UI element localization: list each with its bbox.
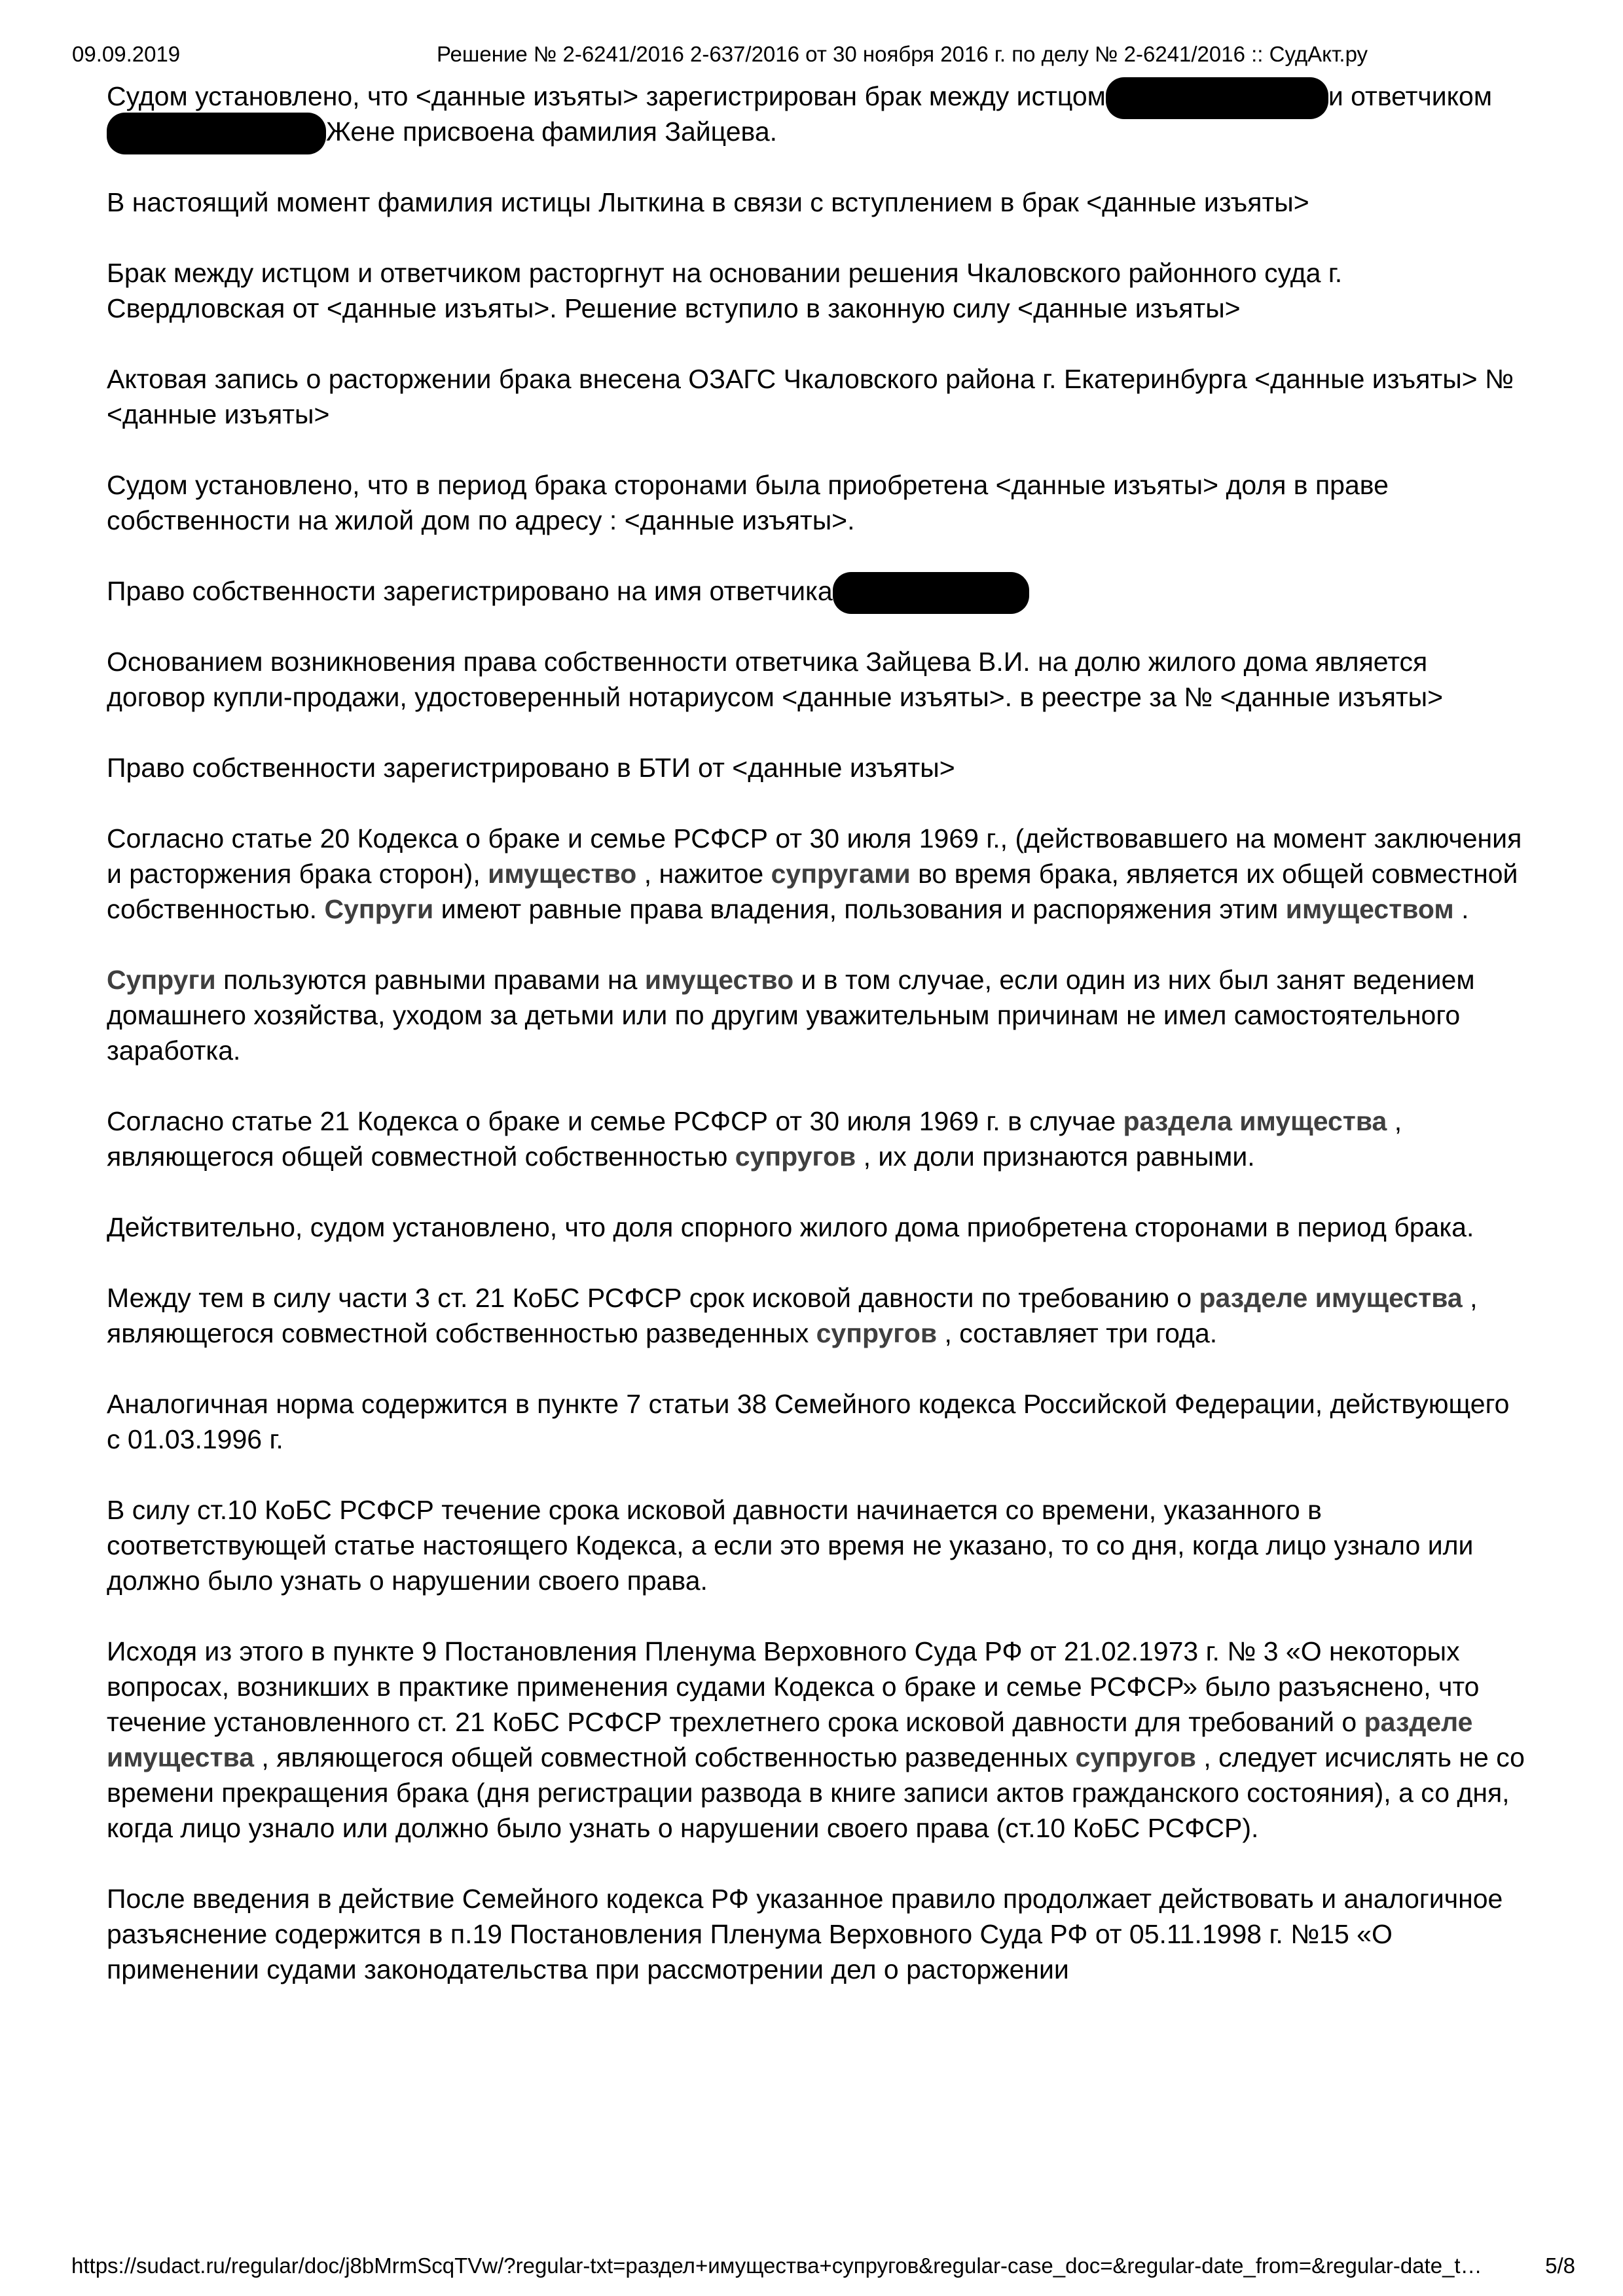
- highlighted-term: супругами: [771, 859, 911, 889]
- highlighted-term: разделе имущества: [1199, 1283, 1463, 1313]
- text-segment: Действительно, судом установлено, что доля спорного жилого дома приобретена сторонами в период брака.: [107, 1212, 1474, 1242]
- text-segment: После введения в действие Семейного кодекса РФ указанное правило продолжает действовать и аналогичное разъяснение содержится в п.19 Постановления Пленума Верховного Суда РФ от 05.11.1998 г. №15 «О применении судами законодательства при рассмотрении дел о расторжении: [107, 1884, 1503, 1984]
- redaction-block: [833, 572, 1029, 614]
- document-title: Решение № 2-6241/2016 2-637/2016 от 30 ноября 2016 г. по делу № 2-6241/2016 :: СудАкт.ру: [437, 42, 1368, 66]
- print-date: 09.09.2019: [72, 42, 181, 66]
- text-segment: Согласно статье 20 Кодекса о браке и семье РСФСР от 30 июля 1969 г., (действовавшего на момент заключения и расторжения брака сторон),: [107, 823, 1522, 889]
- text-segment: Аналогичная норма содержится в пункте 7 статьи 38 Семейного кодекса Российской Федерации, действующего с 01.03.1996 г.: [107, 1389, 1510, 1454]
- paragraph: [107, 79, 1527, 149]
- text-segment: , являющегося совместной собственностью разведенных: [107, 1283, 1478, 1348]
- paragraph: [107, 644, 1527, 715]
- text-segment: , составляет три года.: [937, 1318, 1218, 1348]
- page-indicator: 5/8: [1545, 2253, 1575, 2278]
- text-segment: Брак между истцом и ответчиком расторгнут на основании решения Чкаловского районного суда г. Свердловская от <данные изъяты>. Решение вступило в законную силу <данные изъяты>: [107, 258, 1343, 323]
- text-segment: , их доли признаются равными.: [856, 1141, 1255, 1172]
- paragraph: [107, 467, 1527, 538]
- highlighted-term: супругов: [1075, 1742, 1196, 1772]
- text-segment: В настоящий момент фамилия истицы Лыткина в связи с вступлением в брак <данные изъяты>: [107, 187, 1309, 217]
- paragraph: [107, 1386, 1527, 1457]
- text-segment: Судом установлено, что в период брака сторонами была приобретена <данные изъяты> доля в праве собственности на жилой дом по адресу : <данные изъяты>.: [107, 470, 1389, 535]
- highlighted-term: имущество: [488, 859, 637, 889]
- text-segment: во время брака, является их общей совместной собственностью.: [107, 859, 1518, 924]
- text-segment: пользуются равными правами на: [215, 965, 645, 995]
- text-segment: Согласно статье 21 Кодекса о браке и семье РСФСР от 30 июля 1969 г. в случае: [107, 1106, 1123, 1136]
- text-segment: и в том случае, если один из них был занят ведением домашнего хозяйства, уходом за детьми или по другим уважительным причинам не имел самостоятельного заработка.: [107, 965, 1475, 1066]
- highlighted-term: Супруги: [107, 965, 216, 995]
- print-footer: [0, 2253, 1623, 2280]
- redaction-block: [107, 113, 326, 154]
- paragraph: [107, 1881, 1527, 1987]
- text-segment: Жене присвоена фамилия Зайцева.: [326, 117, 778, 147]
- text-segment: Исходя из этого в пункте 9 Постановления Пленума Верховного Суда РФ от 21.02.1973 г. № 3 «О некоторых вопросах, возникших в практике применения судами Кодекса о браке и семье РСФСР» было разъяснено, что течение установленного ст. 21 КоБС РСФСР трехлетнего срока исковой давности для требований о: [107, 1636, 1480, 1737]
- text-segment: имеют равные права владения, пользования и распоряжения этим: [433, 894, 1286, 924]
- paragraph: [107, 255, 1527, 326]
- paragraph: [107, 361, 1527, 432]
- paragraph: [107, 1280, 1527, 1351]
- paragraph: [107, 1492, 1527, 1598]
- paragraph: [107, 1210, 1527, 1245]
- highlighted-term: разделе имущества: [107, 1707, 1473, 1772]
- text-segment: Актовая запись о расторжении брака внесена ОЗАГС Чкаловского района г. Екатеринбурга <данные изъяты> № <данные изъяты>: [107, 364, 1514, 429]
- text-segment: Основанием возникновения права собственности ответчика Зайцева В.И. на долю жилого дома является договор купли-продажи, удостоверенный нотариусом <данные изъяты>. в реестре за № <данные изъяты>: [107, 647, 1444, 712]
- paragraph: [107, 750, 1527, 785]
- highlighted-term: Супруги: [324, 894, 434, 924]
- text-segment: Между тем в силу части 3 ст. 21 КоБС РСФСР срок исковой давности по требованию о: [107, 1283, 1199, 1313]
- redaction-block: [1106, 77, 1328, 119]
- text-segment: Судом установлено, что <данные изъяты> зарегистрирован брак между истцом: [107, 81, 1106, 111]
- text-segment: , нажитое: [636, 859, 771, 889]
- paragraph: [107, 821, 1527, 927]
- highlighted-term: супругов: [735, 1141, 856, 1172]
- text-segment: Право собственности зарегистрировано в БТИ от <данные изъяты>: [107, 753, 955, 783]
- paragraph: [107, 962, 1527, 1068]
- highlighted-term: имущество: [644, 965, 794, 995]
- text-segment: и ответчиком: [1328, 81, 1493, 111]
- text-segment: , являющегося общей совместной собственностью: [107, 1106, 1402, 1172]
- highlighted-term: супругов: [816, 1318, 938, 1348]
- print-header: [0, 42, 1623, 68]
- document-body: [107, 79, 1527, 2022]
- highlighted-term: раздела имущества: [1123, 1106, 1387, 1136]
- text-segment: .: [1453, 894, 1469, 924]
- source-url: https://sudact.ru/regular/doc/j8bMrmScqTVw/?regular-txt=раздел+имущества+супругов&regular-case_doc=&regular-date_from=&regular-date_t…: [71, 2253, 1482, 2278]
- highlighted-term: имуществом: [1285, 894, 1454, 924]
- text-segment: Право собственности зарегистрировано на имя ответчика: [107, 576, 833, 606]
- text-segment: , являющегося общей совместной собственностью разведенных: [254, 1742, 1076, 1772]
- paragraph: [107, 573, 1527, 609]
- paragraph: [107, 1103, 1527, 1174]
- paragraph: [107, 1634, 1527, 1846]
- text-segment: , следует исчислять не со времени прекращения брака (дня регистрации развода в книге записи актов гражданского состояния), а со дня, когда лицо узнало или должно было узнать о нарушении своего права (ст.10 КоБС РСФСР).: [107, 1742, 1525, 1843]
- text-segment: В силу ст.10 КоБС РСФСР течение срока исковой давности начинается со времени, указанного в соответствующей статье настоящего Кодекса, а если это время не указано, то со дня, когда лицо узнало или должно было узнать о нарушении своего права.: [107, 1495, 1474, 1596]
- paragraph: [107, 185, 1527, 220]
